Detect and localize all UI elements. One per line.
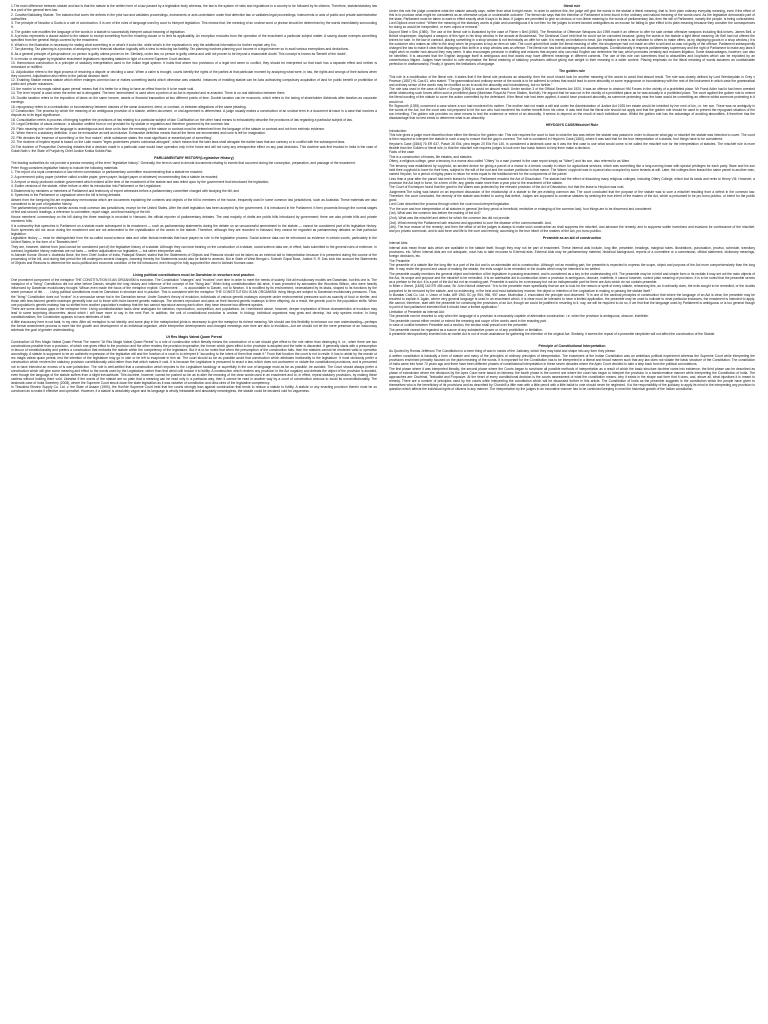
section-heading: HEYDON'S CASE/Mischief Rule — [545, 123, 599, 128]
point-8: 8. As a general principle of jurisprudence, no person is guilty unless proven to be. Similarly, under law, no person is guilty unless and until not proven to be beyond a reasonable doubt. This concept is known as 'Benefit of the doubt'. — [11, 52, 347, 57]
paragraph: The Preamble — [389, 258, 410, 263]
paragraph: It is noteworthy that speeches in Parliament on a statute made subsequent to its enactment — such as parliamentary statements during the debate on an unsuccessful amendment to the statute — cannot be considered part of its legislative history. Such speeches did not occur during the enactment and are not antecedent to the crystallization of the words in the statute. Therefore, although they are recorded in Hansard, they cannot be regarded as parliamentary debates on that particular legislation. — [11, 223, 377, 236]
point-18: 18. Consolidation refers to process of bringing together the provisions of law relating to a particular subject of law. Codification on the other hand means to exhaustively describe the provisions of law regarding a particular subject of law. — [11, 117, 353, 122]
paragraph: House members' commentary on the bill during the three readings is recorded in Hansard, the official reporter of parliamentary debates. The vast majority of drafts are public bills introduced by government; there are also private bills and private members' bills. — [11, 214, 377, 223]
section-heading: Preamble as an aid of construction — [542, 236, 602, 241]
paragraph: Internal Aids: — [389, 241, 409, 246]
point-9: 9. to revoke or abrogate by legislative enactment legislatures repealing statutes in light of a recent Supreme Court decision. — [11, 56, 191, 61]
paragraph: Ottery, a religious college, gave a tenancy in a manor also called "Ottery" to a man (named in the case report simply as "Ware") and his son, also referred to as Ware. — [389, 159, 631, 164]
point-7: 7. Tax planning: Tax planning is a process of analyzing one's financial situation logically with a view to reducing tax liability. Tax planning involves planning your income in a legal manner so to avail various exemptions and deductions. — [11, 47, 349, 52]
paragraph: Absent from the foregoing list are explanatory memoranda which are documents explaining the contents and objects of the bill to members of the house- frequently used in some common law jurisdictions, such as Australia. These materials are also considered to be part of legislative history. — [11, 197, 377, 206]
paragraph: 3. A report or study produced outside government which existed at the time of the enactment of the statute and was relied upon by the government that introduced the legislation; — [11, 179, 270, 184]
paragraph: In Tinsukhia Electric Supply Co. Ltd. v. the State of Assam (1990), the Hon'ble Supreme Court held that the courts strongly lean against construction that tends to reduce a statute to futility. A statute or any enacting provision therein must be so construed as to make it effective and operative. However, if a statute is absolutely vague and its language is wholly intractable and absolutely meaningless, the statute could be declared void for vagueness. — [11, 385, 377, 394]
paragraph: Introduction: — [389, 128, 408, 133]
point-20: 20. Plain meaning rule: when the language is unambiguous and clear on its face the meaning of the statute or contract must be determined from the language of the statute or contract and not from extrinsic evidence. — [11, 126, 325, 131]
paragraph: Lord Coke described the process through which the court must interpret legislation. — [389, 202, 511, 207]
paragraph: Judgement:The ruling was based on an important discussion of the relationship of a statute to the pre-existing common law. The court concluded that the purpose of the statute was to cure a mischief resulting from a defect in the common law. Therefore, the court concluded, the remedy of the statute was limited to curing that defect. Judges are supposed to construe statutes by seeking the true intent of the makers of the Act, which is presumed to be pro bono publico, or intent for the public good. — [389, 189, 755, 202]
section-heading: Ut Res Magis Valeat Quam Pereat — [166, 334, 222, 339]
paragraph: In Bhim v. Benet, [1826] 162 ER 456 case, Sir John Nicholl observed: "It is to the preamble more specifically that we are to look for the reason or spirit of every statute, rehearsing this, as it ordinarily does, the evils sought to be remedied, or the doubts purported to be removed by the statute, and so evidencing, in the best and most satisfactory manner, the object or intention of the Legislature in making or passing the statute itself." — [389, 284, 755, 293]
paragraph: In Ashwini Kumar Ghose v. Arabinda Bose, the then Chief Justice of India, Patanjali Shastri, stated that the Statements of Objects and Reasons should not be taken as an external aid to interpretation because it is presented during the course of the processing of the bill, and during that period the bill undergoes several changes, meaning thereby the Statements would also be liable to amends. But in State of West Bengal v. Subodh Gopal Bose, Justice S. R. Das took into account the Statements of Objects and Reasons to determine the socio-political and economic condition of the bill introduced, even though he fully supported the view in Ashwini Kumars case. — [11, 253, 377, 266]
paragraph: 1. The report of a royal commission or law reform commission or parliamentary committee recommending that a statute be enacted; — [11, 170, 203, 175]
paragraph: The preamble cannot be regarded as a source of any substantive power or of any prohibition or limitation. — [389, 327, 543, 332]
point-1: 1.The main difference between statute and law is that the statute is the written form of a law passed by a legislative body whereas, the law is the system of rules and regulations in a country to be followed by its citizens. Therefore, statute/statutory law is a part of the general term law. — [11, 4, 377, 13]
paragraph: The preamble usually mentions the general object and intention of the legislature in passing enactment, and is considered as a key to the understanding of it. The preamble may be in brief and simple form or its recitals it may set out the main objects of the Act, its scope and purpose and the mischief to be remedied. It is an admissible aid to construction when a provision is ambiguous, obscure, indefinite, it cannot however, control plain meaning of provision. It is to be noted that the preamble serves as a preface to the Act. It is a part of the Act but not an enacting part. Preamble is said to be a necessary but not an indispensable part for there are Acts which do not contain preamble. — [389, 271, 755, 284]
paragraph: Under this rule the judge considers what the statute actually says, rather than what it might mean. In order to achieve this, the judge will give the words in the statute a literal meaning, that is, their plain ordinary everyday meaning, even if the effect of this is to produce what might be considered as an otherwise unjust or undesirable outcome. The literal rule says that the intention of Parliament is best found in the ordinary and natural meaning of the words used. As the legislative democratic part of the state, Parliament must be taken to want to effect exactly what it says in its laws. If judges are permitted to give an obvious or non-literal meaning to the words of parliamentary law, then the will of Parliament, namely the people, is being contradicted. Lord Diplock once noted: "Where the meaning of the statutory words is plain and unambiguous it is not then for the judges to invent fancied ambiguities as an excuse for failing to give effect to its plain meaning because they consider the consequences for doing so would be inexpedient, or even unjust or immoral." — [389, 9, 755, 30]
point-3: 3. The principle of Noscitur a Sociis is a rule of construction. It is one of the rules of language used by court to interpret legislation. This means that, the meaning of an unclear word or phrase should be determined by the words immediately surrounding it. — [11, 21, 377, 30]
paragraph: (1st). What was the common law before the making of the Act? — [389, 211, 481, 216]
paragraph: In Burakar Coal Co. Ltd. v. Union of India, AIR 1961 SC pp 954, 956, 957 case, Mudholkar J. enunciated the principle and observed: "It is one of the cardinal principles of construction that where the language of an Act is clear, the preamble may be resorted to explain it. Again, where very general language is used in an enactment which, it is clear must be intended to have a limited application, the preamble may be used to indicate to what particular instances, the enactment is intended to apply. We cannot, therefore, start with the preamble for construing the provisions of an Act, though we could be justified in resorting to it, nay, we will be required to do so, if we find that the language used by Parliament is ambiguous or is too general though in point of fact parliament intended that it should have a limited application." — [389, 293, 755, 310]
paragraph: The parliamentary procedure is similar across most common law jurisdictions, except for the United States. After the draft legislation has been accepted by the government, it is introduced in the Parliament. It then proceeds through the normal stages of first and second readings, a reference to committee, report stage, and final reading of the bill. — [11, 206, 377, 215]
paragraph: (4th). The true reason of the remedy; and then the office of all the judges is always to make such construction as shall suppress the mischief, and advance the remedy, and to suppress subtle inventions and evasions for continuance of the mischief, and pro privato commodo, and to add force and life to the cure and remedy, according to the true intent of the makers of the Act, pro bono publico. — [389, 225, 755, 234]
paragraph: A written constitution is basically a form of statute and many of the principles of ordinary principles of interpretation. The enactment of the Indian Constitution was an ambitious political experiment whereas the Supreme Court while interpreting the provisions enshrined primarily focused on the plain meaning of the words. It is important for the Constitution has to be interpreted in a liberal and broad manner such that any law does not violate the basic structure of the Constitution. The constitution of India came into force 70 years ago and there have been different phases of constitutional interpretation in these seven decades where the Apex Court decided to take a step back from the political connotations. — [389, 353, 755, 366]
point-21: 21. When there is a statutory definition, it can be exhaustive as well as inclusive. Exhaustive definition means that all the items are enumerated and none is left for imagination. — [11, 131, 266, 136]
paragraph: The first phase where it was interpreted literally; the second phase where the Courts began to scrutinize all possible methods of interpretation as a result of which the basic structure doctrine came into existence; the third phase can be described as phase of eclecticism where the decisions by the Apex Court were based on fairness; the fourth phase is the current one where the court has begun to interpret the provision in a transformative manner while interpreting the Constitution of India. The approaches are: Doctrinal, Textualist and Purposive. At the heart of every constitutional decision is the courts assessment of what the constitution means, why it exists in the shape and form that it does, and, above all, what injustices it is meant to remedy. There are a number of principles used by the courts while interpreting the constitution which will be discussed further in this article. The Constitution of India as the preamble suggests is the constitution which the people have given to themselves who is the beneficiary of its provisions and as described by Churchill a little man with a little pencil with a little ballot to vote should never be neglected. It is the responsibility of the judiciary to apply its mind in the interpreting any provision in question which affects the individual rights of citizens in any manner. The interpretation by the judges in an innovative manner has to be continued keeping in mind the historical growth of the Indian constitution. — [389, 366, 755, 391]
paragraph: A preamble retrospectively inserted into an earlier Act is not of much assistance for gathering the intention of the original Act. Similarly, it seems the repeal of a preamble simpliciter will not affect the construction of the Statute. — [389, 332, 716, 337]
paragraph: This rule is a modification of the literal rule. It states that if the literal rule produces an absurdity, then the court should look for another meaning of the words to avoid that absurd result. The rule was closely defined by Lord Wensleydale in Grey v Pearson (1857) HL Cas 61, who stated: "The grammatical and ordinary sense of the words is to be adhered to unless that would lead to some absurdity or some repugnance or inconsistency with the rest of the instrument in which case the grammatical and ordinary sense of the words may be modified so as to avoid the absurdity and inconsistency, but no farther." — [389, 74, 755, 87]
paragraph: The tenancy was established by copyhold, an ancient device for giving a parcel of a manor to a tenant, usually in return for agricultural services, which was something like a long-running lease with special privileges for each party. Ware and his son held their copyhold to have for their lives, subject to the will of the lord and the custom particular to that manor. The Wares' copyhold was in a parcel also occupied by some tenants at will. Later, the colleges then leased the same parcel to another man, named Heydon, for a period of eighty years in return for rents equal to the traditional rent for the components of the parcel. — [389, 163, 755, 177]
point-10: 10. Harmonious construction is a principle of statutory interpretation used in the Indian legal system. It holds that where two provisions of a legal text seem to conflict, they should be interpreted so that each has a separate effect and neither is redundant or nullified. — [11, 61, 377, 70]
section-principle-constitutional — [389, 344, 755, 391]
paragraph: 6. Speeches in the Parliament or Legislature when the bill is being debated. — [11, 193, 122, 198]
point-4: 4. The golden rule modifies the language of the words in a statute to successfully interpret actual meaning of legislation. — [11, 29, 186, 34]
section-heading: PARLIAMENTARY HISTORY(Legislative History) — [154, 156, 234, 161]
paragraph: "For the sure and true interpretation of all statutes in general (be they penal or beneficial, restrictive or enlarging of the common law), four things are to be discerned and considered: — [389, 206, 653, 211]
paragraph: Facts of the case — [389, 150, 415, 155]
point-12: 12. Enabling Statute means statute which either enlarges common law or makes something lawful which otherwise was unlawful. Instances of enabling statute can be Acts authorizing compulsory acquisition of land for public benefit or prohibition of public and private nuisances. — [11, 78, 377, 87]
paragraph: A little inaccuracy here is not fatal, in my view. After all, metaphor is not identity, and some play in the metaphorical joints is necessary to give the metaphor its richest meaning. We should use this flexibility to enhance our own understanding—perhaps the formal amendment process is more like the growth and development of an individual organism, while interpretive developments and changed meanings over time are akin to evolution—but we should not let the mere presence of an inaccuracy sidetrack the goal of greater understanding. — [11, 319, 377, 332]
point-22: 22. Pith denotes the 'essence of something' or the 'true nature', while substance states 'the most significant or essential part of something'. — [11, 135, 213, 140]
paragraph: Dupont Steel v Sirs (1980). The use of the literal rule is illustrated by the case of Fisher v Bell (1960). The Restriction of Offensive Weapons Act 1959 made it an offence to offer for sale certain offensive weapons including flick knives. James Bell, a Bristol shopkeeper, displayed a weapon of this type in his shop window in the arcade at Broadmead. The Divisional Court held that he could not be convicted because, giving the words in the statute a tight literal meaning, Mr Bell had not offered the knives for sale. In the law of contract, placing something in a shop window is not technically an offer for sale; it is merely an invitation to treat. (An invitation to treat is an invitation to others to make offers, as by displaying goods in a shop window.) It is the customer who makes an offer to the shop when he proposes to buy an item on sale. The court upheld that under the literal meaning of offer, the shopkeeper had not made an offer to sell and so was not guilty of the offence. Parliament subsequently changed the law to make it clear that displaying a flick knife in a shop window was an offence. The literal rule has both advantages and disadvantages. Constitutionally it respects parliamentary supremacy and the right of Parliament to make any laws it might wish no matter how absurd they may seem. It also encourages precision in drafting and ensures that anyone who can read English can determine the law, which promotes certainty and reduces litigation. Some disadvantages, however, can also be identified. It is assumed that the English language itself is ambiguous and that words may have different meanings in different contexts. The use of this rule can sometimes lead to absurdities and loopholes which can be exploited by an unmeritorious litigant. Judges have tended to over-emphasise the literal meaning of statutory provisions without giving due weight to their meaning in a wider context. Placing emphasis on the literal meaning of words assumes an unobtainable perfection in draftsmanship. Finally, it ignores the limitations of language. — [389, 30, 755, 67]
paragraph: The Court of Exchequer found that the grant to the Wares was protected by the relevant provision of the Act of Dissolution, but that the lease to Heydon was void. — [389, 185, 625, 190]
paragraph: 4. Earlier versions of the statute, either before or after its introduction into Parliament or the Legislature; — [11, 184, 162, 189]
section-literal-rule — [389, 4, 755, 66]
paragraph: (2nd). What was the mischief and defect for which the common law did not provide. — [389, 216, 511, 220]
paragraph: Construction Ut Res Magis Valeat Quam Pereat The maxim "Ut Res Magis Valeat Quam Pereat" is a rule of construction which literally means the construction of a rule should give effect to the rule rather than destroying it. i.e., when there are two constructions possible from a provision, of which one gives effect to the provision and the other renders the provision inoperative, the former which gives effect to the provision is adopted and the latter is discarded. It generally starts with a presumption in favour of constitutionality and prefers a construction that embarks the statute within the competency of the legislature. But it is to be noted that when the presumption of the construction fails, then the statutes cannot be rendered valid or operative accordingly. A statute is supposed to be an authentic expression of the legislative will and the function of a court is to interpret it "according to the intent of them that made it." From that function the court is not to resile. It has to abide by the maxim ut res magis valeat quam pereat, lest the intention of the legislature may go in vain or be left to evaporate in thin air. The court should so far as possible avoid that construction which attributes irrationality to the legislature. It must obviously prefer a construction which renders the statutory provision constitutionally valid rather than that which makes it void. It is because the Legislature is presumed to enact a law, which does not contravene or violate the constitutional provisions, and is presumed not to have intended an excess of is own jurisdiction. The rule is well-settled that a construction which imputes to the Legislature tautology or superfluity in the use of language must as far as possible, be avoided. The Court should always prefer a construction which will give some meaning and effect to the words used by the Legislature, rather than that which will reduce it to futility. A construction which renders any provision in the Act nugatory and defeats the object of the provision is avoided, even though the language of the statute suffers from a slight inexactitude. This doctrine, however, cannot be pushed so far as to alter the meaning of the clear words used in an enactment and to, in effect, repeal statutory provisions, by making these useless without holding them void. Likewise if the words of the statute are so plain that a meaning can be read only in a particular way, then it cannot be read in another way by a court of construction anxious to avoid its unconstitutionality. The landmark case of India Sweetery (2008), where the Supreme Court struck down the state legislation as it was violative of constitution and ultra-vires of the legislative competency. — [11, 340, 377, 385]
section-heading: The golden rule — [558, 69, 586, 74]
paragraph: The leading authorities do not provide a precise meaning of the term "legislative history." Generally, the term is used to denote documents relating to events that occurred during the conception, preparation, and passage of the enactment. — [11, 161, 356, 166]
paragraph: Heydon's Case [1584] 76 ER 637, Pasch 26 Eliz, plea began 20 Eliz Rot 140, is considered a landmark case as it was the first case to use what would come to be called the mischief rule for the interpretation of statutes. The mischief rule is more flexible than the Golden or literal rule, in that the mischief rule requires judges to look over four basic factors to help them make a decision. — [389, 141, 755, 150]
paragraph: Re Sigsworth (1935) concerned a case where a son had murdered his mother. The mother had not made a will and under the Administration of Justice Act 1925 her estate would be inherited by her next of kin, i.e. her son. There was no ambiguity in the words of the Act, but the court was not prepared to let the son who had murdered his mother benefit from his crime. It was held that the literal rule should not apply and that the golden rule should be used to prevent the repugnant situation of the son inheriting. The golden rule provides no clear means to test the existence or extent of an absurdity. It seems to depend on the result of each individual case. Whilst the golden rule has the advantage of avoiding absurdities, it therefore has the disadvantage that no test exists to determine what is an absurdity. — [389, 104, 755, 121]
section-heading: literal rule — [563, 4, 581, 8]
point-15: 15. Double taxation refers to the imposition of taxes on the same income, assets or financial transaction at two different points of time. Double taxation can be economic, which refers to the taxing of shareholder dividends after taxation as corporate earnings. — [11, 95, 377, 105]
paragraph: Internal aids mean those aids which are available in the statute itself, though they may not be part of enactment. These internal aids include, long title, preamble, headings, marginal notes, illustrations, punctuation, proviso, schedule, transitory provisions, etc. When internal aids are not adequate, court has to take recourse to External aids. External Aids may be parliamentary material, historical background, reports of a committee or a commission, official statement, dictionary meanings, foreign decisions, etc. — [389, 246, 755, 259]
paragraph: 2. A government policy paper (whether called a white paper, green paper, budget paper or whatever) recommending that a statute be enacted; — [11, 175, 219, 180]
paragraph: (3rd). What remedy the Parliament hath resolved and appointed to cure the disease of the commonwealth. And, — [389, 220, 552, 225]
left-column — [11, 4, 377, 1018]
paragraph: This rule gives a judge more discretion than either the literal or the golden rule. This rule requires the court to look to what the law was before the statute was passed in order to discover what gap or mischief the statute was intended to cover. The court is then required to interpret the statute in such a way to ensure that the gap is covered. The rule is contained in Heydon's Case [1584], where it was said that for the true interpretation of a statute, four things have to be considered: — [389, 133, 755, 142]
paragraph: Less than a year after the parcel had been leased to Heydon, Parliament enacted the Act of Dissolution. The statute had the effect of dissolving many religious colleges, including Ottery College, which lost its lands and rents to Henry VIII. However, a provision the Act kept in force, for a term of life, any grants made more than a year prior to the enactment of the statute. — [389, 176, 755, 185]
section-heading: Principle of Constitutional Interpretation — [538, 344, 606, 349]
point-19: 19. Legal Definition of casus omissus : a situation omitted from or not provided for by statute or regulation and therefore governed by the common law. — [11, 122, 230, 127]
point-5: 5. A proviso represents a clause added to the statute to except something from the enacting clause or to limit its applicability. An exception excludes from the operation of the enactment a particular subject matter. A saving clause exempts something specified from the general things covered by the enactment. — [11, 34, 377, 43]
section-living-political — [11, 273, 377, 332]
paragraph: The rule was used in the case of Adler v George (1964) to avoid an absurd result. Under section 3 of the Official Secrets Act 1920, it was an offence to obstruct HM Forces in the vicinity of a prohibited place. Mr Frank Adler had in fact been arrested whilst obstructing such forces within such a prohibited place (Markham Royal Air Force Station, Norfolk). He argued that he was not in the vicinity of a prohibited place as he was actually in a prohibited place. The court applied the golden rule to extend the literal wording of the statute to cover the action committed by the defendant. If the literal rule had been applied, it would have produced absurdity, as someone protesting near the base would be committing an offence whilst someone protesting in it would not. — [389, 87, 755, 104]
right-column — [389, 4, 755, 1018]
section-heading: Living political constitutions must be Darwinian in structure and practice. — [132, 273, 256, 278]
section-preamble — [389, 236, 755, 336]
section-heydons-case — [389, 123, 755, 233]
section-parliamentary-history — [11, 156, 377, 265]
paragraph: 5.Statements by ministers or members of Parliament and testimony of expert witnesses before a parliamentary committee charged with studying the bill; and — [11, 188, 239, 193]
paragraph: In case of conflict between Preamble and a section, the section shall prevail over the preamble. — [389, 323, 528, 328]
point-24: 24.The doctrine of Prospective Overruling dictates that a decision made in a particular case would have operation only in the future and will not carry any retrospective effect on any past decisions. This doctrine was first invoked in India in the case of Golak Nath v. the State of Punjab by Chief Justice Kokka Subba Rao. — [11, 145, 377, 154]
paragraph: The preamble of a statute like the long title is a part of the Act and is an admissible aid to construction. Although not an enacting part, the preamble is expected to express the scope, object and purpose of the Act more comprehensively than the long title. It may recite the ground and cause of making the statute, the evils sought to be remedied or the doubts which may be intended to be settled. — [389, 263, 755, 272]
point-16: 16. repugnancy refers to a contradiction or inconsistency between clauses of the same document, deed, or contract, or between allegations of the same pleading. — [11, 104, 247, 109]
paragraph: One prominent component of the metaphor THE CONSTITUTION IS AN ORGANISM is evolution. The Constitution "changes" and "evolves" over time in order to meet the needs of society. Not all evolutionary models are Darwinian, but this one is. The metaphor of a "living" Constitution did not arise before Darwin, despite the long history and influence of the concept of the "living law." When living constitutionalism did arise, it was promoted by advocates like Woodrow Wilson, who were heavily influenced by Darwinian evolutionary thought. Wilson even made the focus of the metaphor explicit: Government . . . is accountable to Darwin, not to Newton. It is modified by its environment, necessitated by its tasks, shaped to its functions by the sheer pressure of life. . . . Living political constitutions must be Darwinian in structure and in practice. This is consistent with the metaphor THE CONSTITUTION IS AN ORGANISM: living things are subject to Darwinian evolutionary pressures. Thus, the "living" Constitution does not "evolve" in a vernacular sense but in the Darwinian sense. Under Darwin's theory of evolution, individuals of various genetic makeups compete under environmental pressures such as scarcity of food or shelter, and those with less-favored genetic makeups generally lose out to those with more-favored genetic makeups. The winners reproduce and pass on their favored genetic makeups to their offspring. As a result, the genetic pool in the population shifts. When one population's genetic makeup has so shifted from another population's makeup that the two cannot reproduce among each other, they have become two different species. — [11, 278, 377, 307]
point-13: 13. the maxim 'ut res magis valeat quam pereat' means that it is better for a thing to have an effect than for it to be made void. — [11, 86, 195, 91]
numbered-points — [11, 4, 377, 153]
point-11: 11. Adjudication refers to the legal process of resolving a dispute or deciding a case. When a claim is brought, courts identify the rights of the parties at that particular moment by analyzing what were, in law, the rights and wrongs of their actions when they occurred. Adjudication also refers to the judicial decision itself. — [11, 69, 377, 78]
paragraph: The preamble can be resorted to only when the language of a provision is reasonably capable of alternative construction. i.e. when the provision is ambiguous, obscure, indefinite. — [389, 314, 649, 319]
point-23: 23. The doctrine of implied repeal is based on the Latin maxim "leges posteriores priores contrarias abrogant", which means that the later laws shall abrogate the earlier laws that are contrary or in conflict with the subsequent laws. — [11, 140, 346, 145]
section-golden-rule — [389, 69, 755, 120]
paragraph: There are some obvious gaps in the metaphor here. Living constitutionalism lacks clear analogues for variation, reproduction, competition, and populations. As I mentioned above, however, deeper exploration of these characteristics of evolution may lead to some surprising discoveries, about which I will have more to say in the next Part. In addition, the unit of constitutional evolution is unclear. In biology, individual organisms may grow and develop, but only species evolve. In living constitutionalism, the Constitution appears to have attributes of both. — [11, 307, 377, 320]
point-14: 14. The term 'repeal' is used when the entire act is abrogated. The term 'amendment' is used when a portion of an Act is repealed and re-enacted. There is no real distinction between them. — [11, 91, 286, 96]
paragraph: They are, however, distinct from (and cannot be considered part of) the legislative history of a statute. Although they can bear bearing on the construction of a statute, social science data are, in effect, facts submitted to the general rules of evidence. In contrast, legislative history materials are not facts — neither adjudicative nor legislative — but rather interpretive aids. — [11, 244, 377, 253]
point-6: 6. What's in the illustration is necessary for stating what something is or what's it looks like, while what's in the explanation is only the additional information for further explain why it is. — [11, 42, 277, 47]
paragraph: Limitation of Preamble as Internal Aid: — [389, 309, 445, 314]
point-17: 17.Construction: The process by which the meaning of an ambiguous provision of a statute, written document, or oral agreement is determined. A judge usually makes a construction of an unclear term in a document at issue in a case that involves a dispute as to its legal significance. — [11, 109, 377, 118]
paragraph: This is a construction of leases, life estates, and statutes. — [389, 154, 473, 159]
paragraph: Peter Hogg considers legislative history to include the following materials: — [11, 165, 119, 170]
section-ut-res-magis — [11, 335, 377, 393]
paragraph: As Quoted by Romas Jefferson The Constitution is a mere thing of wax in hands of the Judiciary, which they may twist and shape into any form they please. — [389, 349, 616, 354]
paragraph: Legislative history — must be distinguished from the so-called social science data and other factual materials that have played no role in the legislative process. Social science data can be introduced as evidence in certain courts, particularly in the United States, in the form of a "Brandeis brief." — [11, 236, 377, 245]
paragraph: The preamble cannot either restrict or extend the meaning and scope of the words used in the enacting part. — [389, 318, 547, 323]
point-2: 2. Curative/Validating Statute. The statutes that cures the defects in the prior law and validates proceedings, instruments or acts undertaken under that defective law or validates legal proceedings, instruments or acts of public and private administrative authorities. — [11, 12, 377, 21]
